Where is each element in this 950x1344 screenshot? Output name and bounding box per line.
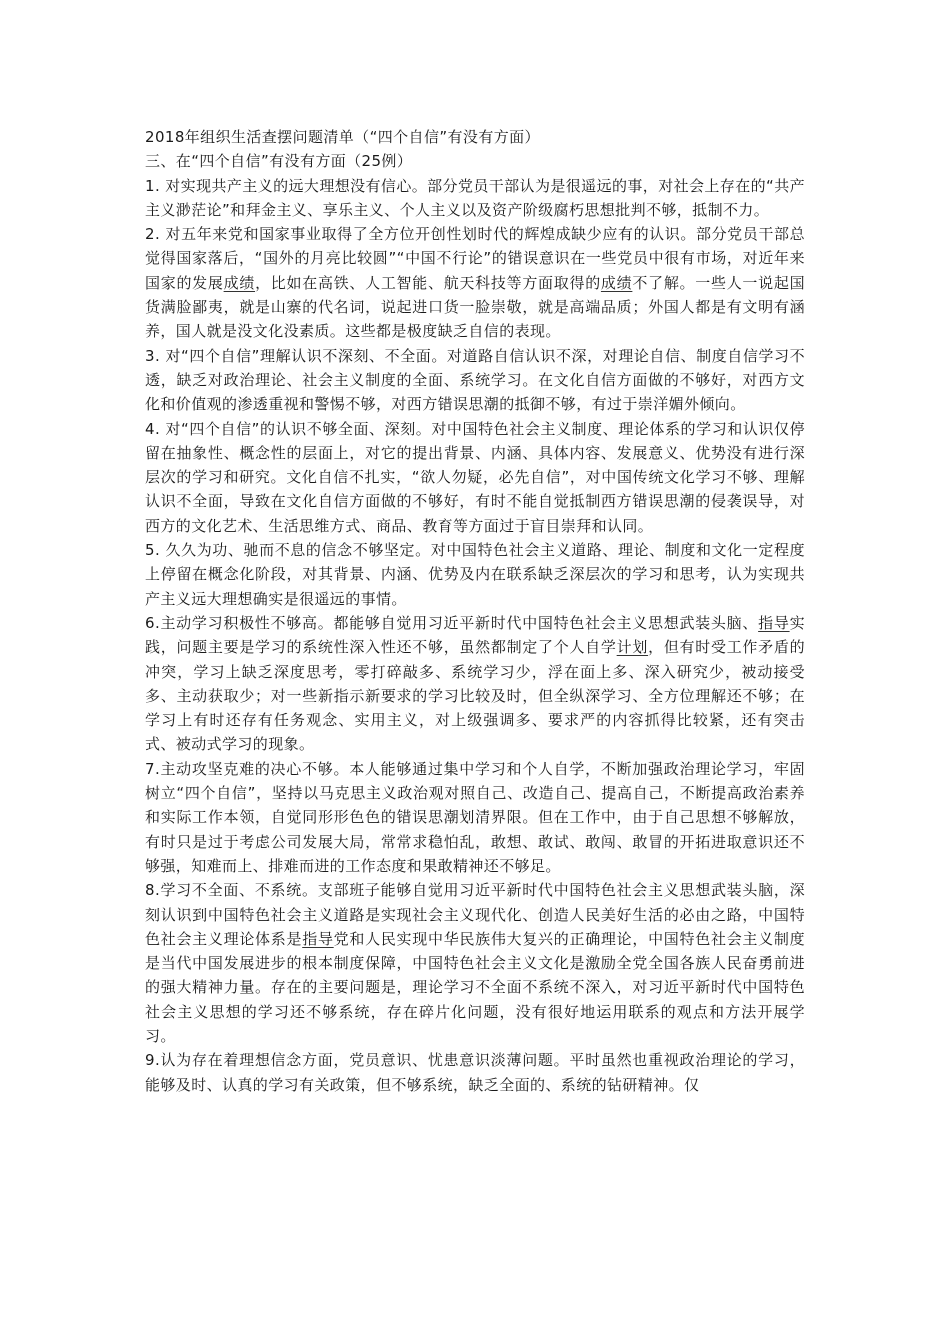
- paragraph-text: ，但有时受工作矛盾的冲突，学习上缺乏深度思考，零打碎敲多、系统学习少，浮在面上多、深入研究少，被动接受多、主动获取少；对一些新指示新要求的学习比较及时，但全纵深学习、全方位理解还不够；在学习上有时还存有任务观念、实用主义，对上级强调多、要求严的内容抓得比较紧，还有突击式、被动式学习的现象。: [145, 638, 805, 754]
- list-item: [145, 538, 805, 611]
- list-item: [145, 757, 805, 878]
- list-item: [145, 1048, 805, 1097]
- document-title: 2018年组织生活查摆问题清单（“四个自信”有没有方面）: [145, 128, 540, 146]
- paragraph-text: 3. 对“四个自信”理解认识不深刻、不全面。对道路自信认识不深，对理论自信、制度自信学习不透，缺乏对政治理论、社会主义制度的全面、系统学习。在文化自信方面做的不够好，对西方文化和价值观的渗透重视和警惕不够，对西方错误思潮的抵御不够，有过于崇洋媚外倾向。: [145, 346, 805, 414]
- paragraph-text: 2. 对五年来党和国家事业取得了全方位开创性划时代的辉煌成缺少应有的认识。部分党员干部总觉得国家落后，“国外的月亮比较圆”“中国不行论”的错误意识在一些党员中很有市场，对近年来国家的发展: [145, 225, 805, 292]
- list-item: [145, 344, 805, 417]
- paragraph-text: 4. 对“四个自信”的认识不够全面、深刻。对中国特色社会主义制度、理论体系的学习和认识仅停留在抽象性、概念性的层面上，对它的提出背景、内涵、具体内容、发展意义、优势没有进行深层次的学习和研究。文化自信不扎实，“欲人勿疑，必先自信”，对中国传统文化学习不够、理解认识不全面，导致在文化自信方面做的不够好，有时不能自觉抵制西方错误思潮的侵袭误导，对西方的文化艺术、生活思维方式、商品、教育等方面过于盲目崇拜和认同。: [145, 419, 805, 535]
- list-item: [145, 222, 805, 343]
- paragraph-text: 5. 久久为功、驰而不息的信念不够坚定。对中国特色社会主义道路、理论、制度和文化一定程度上停留在概念化阶段，对其背景、内涵、优势及内在联系缺乏深层次的学习和思考，认为实现共产主义远大理想确实是很遥远的事情。: [145, 541, 805, 608]
- item-list: [145, 174, 805, 1097]
- paragraph-text: 6.主动学习积极性不够高。都能够自觉用习近平新时代中国特色社会主义思想武装头脑、: [145, 613, 759, 632]
- list-item: [145, 417, 805, 538]
- paragraph-text: 8.学习不全面、不系统。支部班子能够自觉用习近平新时代中国特色社会主义思想武装头脑，深刻认识到中国特色社会主义道路是实现社会主义现代化、创造人民美好生活的必由之路，中国特色社会主义理论体系是: [145, 881, 805, 948]
- paragraph-text: 9.认为存在着理想信念方面，党员意识、忧患意识淡薄问题。平时虽然也重视政治理论的学习，能够及时、认真的学习有关政策，但不够系统，缺乏全面的、系统的钻研精神。仅: [145, 1051, 805, 1094]
- paragraph-text: 党和人民实现中华民族伟大复兴的正确理论，中国特色社会主义制度是当代中国发展进步的根本制度保障，中国特色社会主义文化是激励全党全国各族人民奋勇前进的强大精神力量。存在的主要问题是，理论学习不全面不系统不深入，对习近平新时代中国特色社会主义思想的学习还不够系统，存在碎片化问题，没有很好地运用联系的观点和方法开展学习。: [145, 929, 805, 1045]
- paragraph-text: 1. 对实现共产主义的远大理想没有信心。部分党员干部认为是很遥远的事，对社会上存在的“共产主义渺茫论”和拜金主义、享乐主义、个人主义以及资产阶级腐朽思想批判不够，抵制不力。: [145, 176, 805, 219]
- paragraph-text: 7.主动攻坚克难的决心不够。本人能够通过集中学习和个人自学，不断加强政治理论学习，牢固树立“四个自信”，坚持以马克思主义政治观对照自己、改造自己、提高自己，不断提高政治素养和实际工作本领，自觉同形形色色的错误思潮划清界限。但在工作中，由于自己思想不够解放，有时只是过于考虑公司发展大局，常常求稳怕乱，敢想、敢试、敢闯、敢冒的开拓进取意识还不够强，知难而上、排难而进的工作态度和果敢精神还不够足。: [145, 759, 805, 875]
- list-item: [145, 174, 805, 223]
- underlined-term: 成绩: [223, 273, 256, 292]
- underlined-term: 成绩: [600, 273, 633, 292]
- underlined-term: 计划: [616, 638, 649, 657]
- section-heading: 三、在“四个自信”有没有方面（25例）: [145, 152, 413, 171]
- list-item: [145, 611, 805, 757]
- underlined-term: 指导: [758, 613, 790, 632]
- list-item: [145, 878, 805, 1048]
- document-page: [145, 125, 805, 1097]
- underlined-term: 指导: [302, 929, 334, 948]
- paragraph-text: 实践，问题主要是学习的系统性深入性还不够，虽然都制定了个人自学: [145, 613, 805, 657]
- paragraph-text: ，比如在高铁、人工智能、航天科技等方面取得的: [255, 273, 601, 292]
- paragraph-text: 不了解。一些人一说起国货满脸鄙夷，就是山寨的代名词，说起进口货一脸崇敬，就是高端品质；外国人都是有文明有涵养，国人就是没文化没素质。这些都是极度缺乏自信的表现。: [145, 273, 805, 341]
